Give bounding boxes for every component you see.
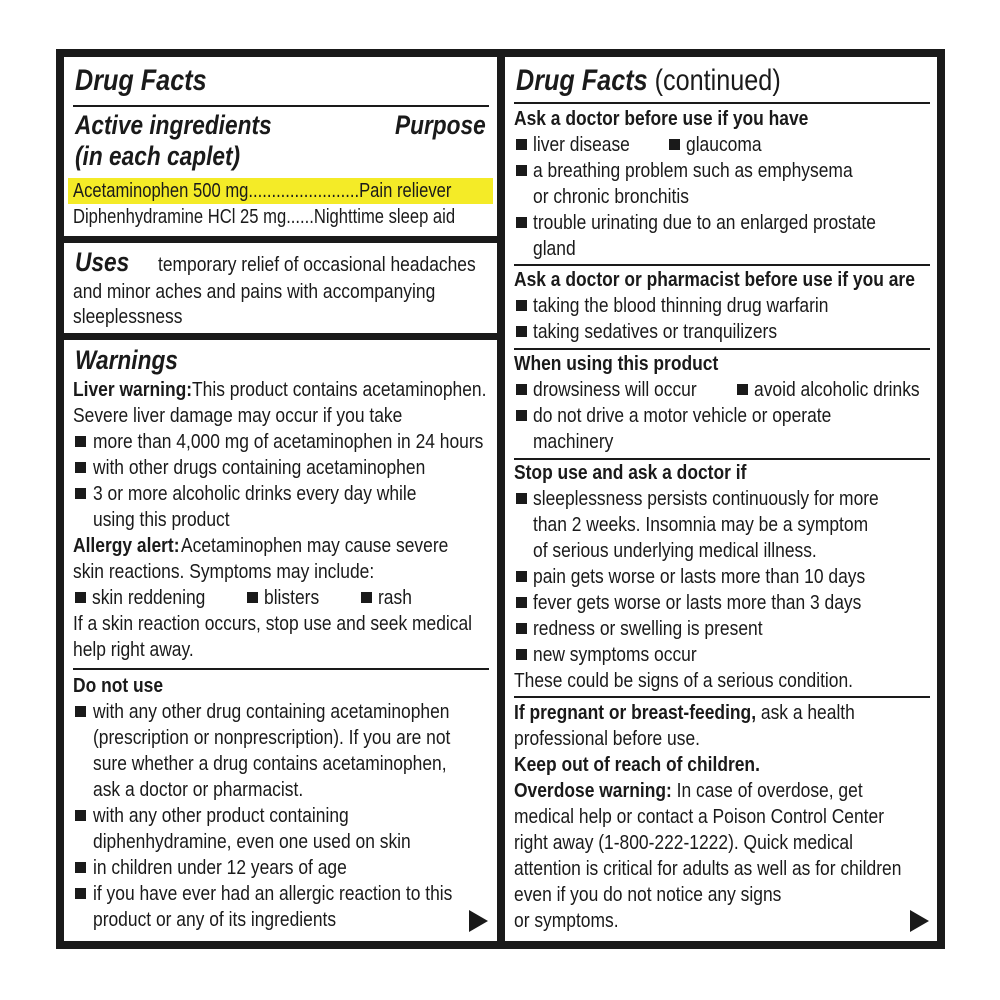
square-bullet-icon (75, 810, 86, 821)
stop-use-item: than 2 weeks. Insomnia may be a symptom (533, 513, 869, 536)
overdose-text: medical help or contact a Poison Control Center (514, 805, 885, 828)
square-bullet-icon (75, 862, 86, 873)
when-using-item: drowsiness will occur (533, 378, 697, 401)
condition-item: liver disease (533, 133, 630, 156)
square-bullet-icon (516, 300, 527, 311)
continue-arrow-icon (910, 910, 929, 932)
square-bullet-icon (361, 592, 372, 603)
title-continued-text: (continued) (647, 64, 781, 97)
allergy-alert-label: Allergy alert: (73, 534, 180, 557)
pregnancy-warning (514, 700, 855, 726)
square-bullet-icon (516, 623, 527, 634)
divider (73, 105, 489, 107)
square-bullet-icon (516, 571, 527, 582)
square-bullet-icon (247, 592, 258, 603)
square-bullet-icon (516, 326, 527, 337)
uses-text: and minor aches and pains with accompanying (73, 280, 436, 303)
square-bullet-icon (737, 384, 748, 395)
do-not-use-item: if you have ever had an allergic reaction to this (93, 882, 453, 905)
title-text: Drug Facts (516, 64, 648, 97)
do-not-use-item: product or any of its ingredients (93, 908, 337, 931)
stop-use-item: sleeplessness persists continuously for more (533, 487, 879, 510)
liver-warning-label: Liver warning: (73, 378, 193, 401)
stop-use-title: Stop use and ask a doctor if (514, 461, 747, 484)
divider (514, 696, 930, 698)
keep-out-of-reach: Keep out of reach of children. (514, 753, 760, 776)
liver-warning-text: This product contains acetaminophen. (192, 378, 487, 401)
square-bullet-icon (75, 592, 86, 603)
square-bullet-icon (75, 462, 86, 473)
purpose-heading: Purpose (395, 110, 486, 140)
condition-item: or chronic bronchitis (533, 185, 689, 208)
square-bullet-icon (516, 217, 527, 228)
overdose-text: In case of overdose, get (671, 779, 863, 802)
square-bullet-icon (669, 139, 680, 150)
liver-item: 3 or more alcoholic drinks every day while (93, 482, 417, 505)
drug-facts-continued-title (516, 64, 781, 98)
liver-item: more than 4,000 mg of acetaminophen in 24 hours (93, 430, 484, 453)
liver-item: with other drugs containing acetaminophen (93, 456, 426, 479)
ask-doctor-title: Ask a doctor before use if you have (514, 107, 809, 130)
square-bullet-icon (516, 493, 527, 504)
continued-panel (505, 57, 937, 941)
active-ingredients-subheading: (in each caplet) (75, 141, 241, 171)
symptom: rash (378, 586, 412, 609)
skin-reaction-text: If a skin reaction occurs, stop use and seek medical (73, 612, 473, 635)
condition-item: gland (533, 237, 576, 260)
stop-use-item: redness or swelling is present (533, 617, 763, 640)
warnings-panel (64, 340, 497, 941)
stop-use-item: fever gets worse or lasts more than 3 days (533, 591, 862, 614)
pregnancy-text: professional before use. (514, 727, 700, 750)
active-ingredients-panel (64, 57, 497, 236)
condition-item: glaucoma (686, 133, 762, 156)
ingredient-row-1: Acetaminophen 500 mg........................Pain reliever (73, 179, 452, 202)
uses-panel (64, 243, 497, 333)
overdose-text: attention is critical for adults as well as for children (514, 857, 902, 880)
drug-facts-title: Drug Facts (75, 64, 207, 97)
stop-use-item: pain gets worse or lasts more than 10 days (533, 565, 866, 588)
square-bullet-icon (75, 436, 86, 447)
stop-use-item: new symptoms occur (533, 643, 697, 666)
liver-warning-text: Severe liver damage may occur if you take (73, 404, 403, 427)
square-bullet-icon (516, 649, 527, 660)
condition-item: a breathing problem such as emphysema (533, 159, 853, 182)
overdose-text: or symptoms. (514, 909, 619, 932)
condition-item: trouble urinating due to an enlarged prostate (533, 211, 876, 234)
square-bullet-icon (516, 597, 527, 608)
square-bullet-icon (516, 139, 527, 150)
divider (514, 102, 930, 104)
overdose-warning (514, 778, 863, 804)
do-not-use-item: diphenhydramine, even one used on skin (93, 830, 411, 853)
do-not-use-item: sure whether a drug contains acetaminophen, (93, 752, 447, 775)
uses-text: temporary relief of occasional headaches (158, 253, 476, 276)
liver-item-cont: using this product (93, 508, 230, 531)
when-using-item: machinery (533, 430, 614, 453)
symptom: skin reddening (92, 586, 206, 609)
do-not-use-item: (prescription or nonprescription). If you are not (93, 726, 451, 749)
square-bullet-icon (75, 706, 86, 717)
pregnancy-label: If pregnant or breast-feeding, (514, 701, 757, 724)
warnings-title: Warnings (75, 345, 178, 375)
skin-reaction-text: help right away. (73, 638, 194, 661)
do-not-use-item: with any other drug containing acetaminophen (93, 700, 450, 723)
pregnancy-text: ask a health (756, 701, 855, 724)
uses-title: Uses (75, 247, 130, 277)
overdose-text: right away (1-800-222-1222). Quick medical (514, 831, 853, 854)
square-bullet-icon (75, 488, 86, 499)
overdose-label: Overdose warning: (514, 779, 672, 802)
active-ingredients-heading: Active ingredients (75, 110, 272, 140)
symptom: blisters (264, 586, 320, 609)
when-using-item: do not drive a motor vehicle or operate (533, 404, 832, 427)
overdose-text: even if you do not notice any signs (514, 883, 782, 906)
divider (514, 264, 930, 266)
pharmacist-item: taking the blood thinning drug warfarin (533, 294, 829, 317)
continue-arrow-icon (469, 910, 488, 932)
pharmacist-item: taking sedatives or tranquilizers (533, 320, 778, 343)
when-using-title: When using this product (514, 352, 719, 375)
allergy-alert-text: skin reactions. Symptoms may include: (73, 560, 375, 583)
ingredient-row-2: Diphenhydramine HCl 25 mg......Nighttime sleep aid (73, 205, 456, 228)
stop-use-note: These could be signs of a serious condition. (514, 669, 854, 692)
square-bullet-icon (516, 384, 527, 395)
ask-pharmacist-title: Ask a doctor or pharmacist before use if you are (514, 268, 915, 291)
when-using-item: avoid alcoholic drinks (754, 378, 920, 401)
square-bullet-icon (516, 165, 527, 176)
stop-use-item: of serious underlying medical illness. (533, 539, 817, 562)
divider (73, 668, 489, 670)
do-not-use-title: Do not use (73, 674, 164, 697)
do-not-use-item: in children under 12 years of age (93, 856, 347, 879)
divider (514, 348, 930, 350)
uses-text: sleeplessness (73, 305, 183, 328)
do-not-use-item: ask a doctor or pharmacist. (93, 778, 304, 801)
square-bullet-icon (516, 410, 527, 421)
allergy-alert-text: Acetaminophen may cause severe (181, 534, 449, 557)
square-bullet-icon (75, 888, 86, 899)
do-not-use-item: with any other product containing (93, 804, 349, 827)
